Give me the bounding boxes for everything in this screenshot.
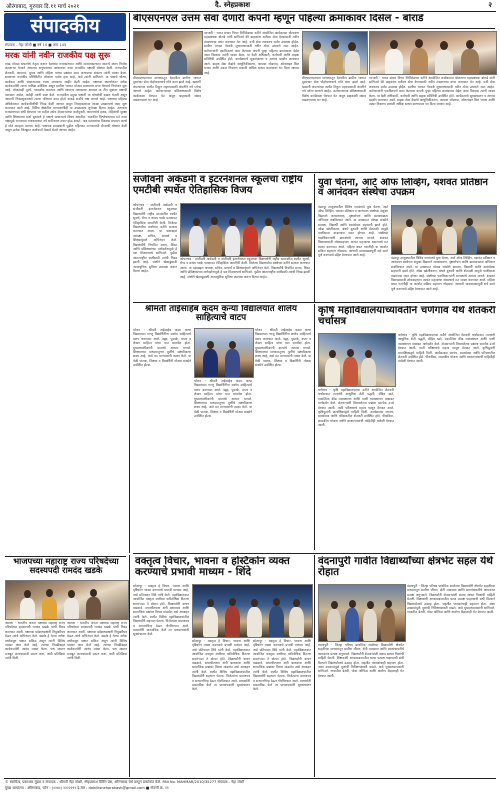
story6-headline: भाजपच्या महाराष्ट्र राज्य परिषदेच्या सदस्यपदी रामदंद खडके [13,557,119,575]
column-rule-left [129,13,130,553]
story2-body: कोपरगाव - संजीवनी अकॅडमी व संजीवनी इंटरनॅशनल स्कूलच्या विद्यार्थ्यांनी राष्ट्रीय स्तरावरील स्पर्धेत सुवर्ण, रौप्य व कांस्य पदके पटकावत ऐतिहासिक कामगिरी केली. विजेत्या विद्यार्थ्यांचा संस्थेच्या वतीने सत्कार करण्यात आला. या यशाबद्दल अध्यक्ष, सचिव, प्राचार्य व शिक्षकवृंदाने अभिनंदन केले. विद्यार्थ्यांनी नियमित सराव, शिस्त आणि प्रशिक्षकांच्या मार्गदर्शनामुळे हे यश मिळाल्याचे सांगितले. पुढील आंतरराष्ट्रीय स्पर्धेसाठी त्यांची निवड झाली आहे. संस्थेने खेळाडूंसाठी अत्याधुनिक सुविधा उपलब्ध करून दिल्या आहेत. [180,257,310,279]
story4-body-left: भोकर - श्रीमती ताईसाहेब कदम कन्या विद्यालयात गरजू विद्यार्थिनींना शालेय साहित्याचे वाटप करण्यात आले. वह्या, पुस्तके, दप्तर व लेखन साहित्य यांचा यात समावेश होता. मुख्याध्यापिकांनी दात्यांचे आभार मानले. शिक्षणाच्या माध्यमातूनच मुलींचे सक्षमीकरण शक्य आहे, असे मत मान्यवरांनी व्यक्त केले. या वेळी पालक, शिक्षक व विद्यार्थिनी मोठ्या संख्येने उपस्थित होत्या. [133,328,191,368]
story6-body-right: जालना - भारतीय जनता पक्षाच्या महाराष्ट्र राज्य परिषदेच्या सदस्यपदी रामदंद खडके यांची निवड करण्यात आली. पक्षाच्या प्रदेशाध्यक्षांनी नियुक्तीपत्र देऊन त्यांचे अभिनंदन केले. खडके हे गेल्या अनेक वर्षांपासून पक्षात सक्रिय असून त्यांनी विविध पदांवर काम केले आहे. त्यांच्या निवडीबद्दल कार्यकर्त्यांनी आनंद व्यक्त केला. पक्ष संघटन मजबूत करण्यासाठी प्रयत्न करू, अशी प्रतिक्रिया त्यांनी दिली. [67,621,127,661]
story4-body-mid: भोकर - श्रीमती ताईसाहेब कदम कन्या विद्यालयात गरजू विद्यार्थिनींना शालेय साहित्याचे वाटप करण्यात आले. वह्या, पुस्तके, दप्तर व लेखन साहित्य यांचा यात समावेश होता. मुख्याध्यापिकांनी दात्यांचे आभार मानले. शिक्षणाच्या माध्यमातूनच मुलींचे सक्षमीकरण शक्य आहे, असे मत मान्यवरांनी व्यक्त केले. या वेळी पालक, शिक्षक व विद्यार्थिनी मोठ्या संख्येने उपस्थित होत्या. [194,379,252,419]
story4-body-right: भोकर - श्रीमती ताईसाहेब कदम कन्या विद्यालयात गरजू विद्यार्थिनींना शालेय साहित्याचे वाटप करण्यात आले. वह्या, पुस्तके, दप्तर व लेखन साहित्य यांचा यात समावेश होता. मुख्याध्यापिकांनी दात्यांचे आभार मानले. शिक्षणाच्या माध्यमातूनच मुलींचे सक्षमीकरण शक्य आहे, असे मत मान्यवरांनी व्यक्त केले. या वेळी पालक, शिक्षक व विद्यार्थिनी मोठ्या संख्येने उपस्थित होत्या. [255,328,311,368]
column-rule-bottom [314,555,315,777]
masthead-page-number: २ [488,1,492,9]
story8-headline: वंदनापुरी गावीत विद्यार्थ्यांच्या क्षेत्रभेट सहल येथे रोहात [318,556,493,578]
column-rule-mid2 [314,304,315,550]
story5-body-left: चणेगांव - कृषि महाविद्यालयाच्या वतीने आयोजित शेतकरी चर्चासत्रात तज्ज्ञांनी आधुनिक शेती पद्धती, सेंद्रिय खते, एकात्मिक कीड व्यवस्थापन आणि पाणी व्यवस्थापन याबाबत मार्गदर्शन केले. शेतकऱ्यांनी विचारलेल्या प्रश्नांना समर्पक उत्तरे देण्यात आली. माती परीक्षणाचे महत्त्व पटवून देण्यात आले. कृषिदूतांनी प्रात्यक्षिकांद्वारे माहिती दिली. कार्यक्रमास सरपंच, ग्रामसेवक आणि परिसरातील शेतकरी उपस्थित होते. पीकविमा, शासकीय योजना आणि बाजारभावाची माहितीही यावेळी देण्यात आली. [318,388,394,428]
story5-photo [318,333,396,387]
lead-headline: बीएसएनएल उत्तम सेवा देणारी कंपनी म्हणून पहिल्या क्रमांकावर दिसेल - बोराडे [133,14,424,24]
editorial-body: एवढं मोठ्या संघटनेचे नेतृत्व करून देशाच्या राजकारणात आणि समाजकारणात स्वतःचे स्थान निर्माण करणाऱ्या नेत्याने आपल्या अनुभवाच्या आधारावर नव्या राजकीय पक्षाची घोषणा केली. राज्यातील शेतकरी, कामगार, युवक आणि महिला यांच्या प्रश्नांवर काम करण्याचा संकल्प त्यांनी व्यक्त केला. सध्याच्या राजकीय परिस्थितीत लोकांना पर्याय हवा आहे, असे त्यांनी सांगितले. या पक्षाचे धोरण, कार्यक्रम आणि संघटनात्मक रचना लवकरच जाहीर केली जाईल. पक्षाच्या स्थापनेनंतर अनेक कार्यकर्त्यांनी त्यांना पाठिंबा दर्शविला असून ग्रामीण भागात मोठ्या प्रमाणावर सभा घेण्याचे नियोजन सुरू आहे. लोकशाही मूल्ये, पारदर्शक कारभार आणि सामान्य माणसाचा आवाज या तीन सूत्रांवर पक्षाची वाटचाल असेल, असेही त्यांनी स्पष्ट केले. राज्यातील प्रमुख पक्षांनी या घोषणेची दखल घेतली असून आगामी निवडणुकांमध्ये त्याचा परिणाम काय होतो याकडे सर्वांचे लक्ष लागले आहे. पक्षाच्या पहिल्या अधिवेशनात कार्यकारिणीची निवड केली जाणार असून जिल्हास्तरावर शाखा उघडण्याचे काम सुरू करण्यात आले आहे. विविध क्षेत्रांतील मान्यवरांनीही या उपक्रमाला शुभेच्छा दिल्या आहेत. तरुणांना राजकारणात संधी देण्यावर भर राहील तसेच शेतकऱ्यांच्या कर्जमुक्ती, कामगारांचे हक्क, महिलांची सुरक्षा आणि शिक्षणाचा दर्जा सुधारणे हे पक्षाचे प्राधान्याचे विषय असतील. राजकीय विश्लेषकांच्या मते नव्या पक्षामुळे राज्याच्या राजकारणात नवे समीकरण तयार होऊ शकते. मात्र मतदारांचा विश्वास संपादन करणे हे मोठे आव्हान ठरणार आहे. पक्षाच्या प्रवक्त्यांनी पुढील महिन्यात राज्यव्यापी दौऱ्याची घोषणा केली असून प्रत्येक जिल्ह्यात कार्यकर्ता मेळावे घेतले जाणार आहेत. [5,62,127,133]
story3-headline: युवा चेतना, आर्ट ऑफ लिव्हिंग, यशवंत प्रतिष्ठान व आनंदवन संस्थेचा उपक्रम [318,178,488,199]
lead-photo-right [369,31,497,75]
lead-body: परभणी - भारत संचार निगम लिमिटेडच्या वतीने आयोजित कार्यक्रमात बोलताना महाप्रबंधक बोराडे यांनी सांगितले की ग्राहकांना दर्जेदार सेवा देण्यासाठी नवीन तंत्रज्ञानाचा वापर करण्यात येत आहे. ४जी सेवा लवकरच सर्वत्र उपलब्ध होईल. ग्रामीण भागात नेटवर्क सुधारण्यासाठी नवीन टॉवर उभारले जात आहेत. कर्मचाऱ्यांनी एकत्रितपणे काम केल्यास कंपनी पुन्हा पहिल्या क्रमांकावर येईल असा विश्वास त्यांनी व्यक्त केला. या वेळी अधिकारी, कर्मचारी आणि ग्राहक प्रतिनिधी उपस्थित होते. कार्यक्रमाचे सूत्रसंचालन व आभार प्रदर्शन करण्यात आले. ग्राहक सेवा केंद्रांचे आधुनिकीकरण, फायबर जोडण्या, ऑनलाइन बिल भरणा आणि तक्रार निवारण प्रणाली अधिक सक्षम करण्यावर भर दिला जाणार आहे. [204,31,299,75]
story6-photo [5,580,129,620]
mid-rule [133,302,495,303]
story4-photo [194,328,254,378]
footer-contact: मुख्य कार्यालय - औरंगाबाद, फोन : (०२४०) २२२२२२२ ई-मेल : dainiksnehprakash@gmail.com ■ नोंदणी क्र. ११ [5,786,169,790]
editorial-title: संपादकीय [30,15,100,37]
lead-photo-left [133,31,203,75]
editorial-headline: मरक यांनी नवीन राजकीय पक्ष सुरू [5,51,111,60]
lead-bottom-rule [133,172,495,173]
story4-headline: श्रीमती ताईसाहेब कदम कन्या विद्यालयात शालेय साहित्याचे वाटप [145,305,297,324]
lead-rule [133,28,495,29]
masthead-rule [4,11,496,12]
story2-photo [180,203,312,257]
masthead-date: औरंगाबाद, गुरुवार दि.११ मार्च २०२१ [6,4,80,10]
bottom-section-rule [133,553,495,554]
story8-body-right: वंदनापुरी - जिल्हा परिषद प्राथमिक शाळेच्या विद्यार्थ्यांनी क्षेत्रभेट सहलीच्या माध्यमातून ग्रामीण जीवन, शेती व्यवसाय आणि ग्रामपंचायतीचे कामकाज प्रत्यक्ष अनुभवले. विद्यार्थ्यांनी शेतकऱ्यांशी संवाद साधत पिकांची माहिती घेतली. शिक्षकांनी अभ्यासक्रमातील घटक प्रत्यक्ष पाहण्याची संधी दिल्याने विद्यार्थ्यांमध्ये उत्साह होता. सहलीत पालकांचाही सहभाग होता. अशा उपक्रमांमुळे मुलांची निरीक्षणशक्ती वाढते, असे मुख्याध्यापकांनी सांगितले. गावातील डेअरी, पोस्ट ऑफिस आणि आरोग्य केंद्रालाही भेट देण्यात आली. [407,584,495,615]
footer-rule [4,778,496,779]
masthead-paper-name: दै. स्नेहप्रकाश [215,1,251,9]
story7-body-left: सोलापूर - वक्तृत्व हे विचार, भावना आणि दृष्टिकोन व्यक्त करण्याचे प्रभावी माध्यम आहे, असे प्रतिपादन शिंदे यांनी केले. महाविद्यालयात आयोजित वक्तृत्व स्पर्धेच्या पारितोषिक वितरण समारंभात ते बोलत होते. विद्यार्थ्यांनी वाचन वाढवावे, सभाधीटपणा अंगी बाणवावा आणि सामाजिक प्रश्नांवर विचार मांडावेत असे आवाहन त्यांनी केले. स्पर्धेत विविध महाविद्यालयांतील विद्यार्थ्यांनी सहभाग घेतला. विजेत्यांना प्रमाणपत्र व सन्मानचिन्ह देऊन गौरविण्यात आले. प्राचार्यांनी प्रास्ताविक केले तर प्राध्यापकांनी सूत्रसंचालन केले. [133,584,189,637]
editorial-meta: संपादक - नेहा जोशी ■ वर्ष 14 ■ अंक 145 [5,43,67,47]
story6-body-left: जालना - भारतीय जनता पक्षाच्या महाराष्ट्र राज्य परिषदेच्या सदस्यपदी रामदंद खडके यांची निवड करण्यात आली. पक्षाच्या प्रदेशाध्यक्षांनी नियुक्तीपत्र देऊन त्यांचे अभिनंदन केले. खडके हे गेल्या अनेक वर्षांपासून पक्षात सक्रिय असून त्यांनी विविध पदांवर काम केले आहे. त्यांच्या निवडीबद्दल कार्यकर्त्यांनी आनंद व्यक्त केला. पक्ष संघटन मजबूत करण्यासाठी प्रयत्न करू, अशी प्रतिक्रिया त्यांनी दिली. [5,621,65,661]
story5-body-right: चणेगांव - कृषि महाविद्यालयाच्या वतीने आयोजित शेतकरी चर्चासत्रात तज्ज्ञांनी आधुनिक शेती पद्धती, सेंद्रिय खते, एकात्मिक कीड व्यवस्थापन आणि पाणी व्यवस्थापन याबाबत मार्गदर्शन केले. शेतकऱ्यांनी विचारलेल्या प्रश्नांना समर्पक उत्तरे देण्यात आली. माती परीक्षणाचे महत्त्व पटवून देण्यात आले. कृषिदूतांनी प्रात्यक्षिकांद्वारे माहिती दिली. कार्यक्रमास सरपंच, ग्रामसेवक आणि परिसरातील शेतकरी उपस्थित होते. पीकविमा, शासकीय योजना आणि बाजारभावाची माहितीही यावेळी देण्यात आली. [398,333,495,364]
story5-headline: कृषि महाविद्यालयाच्यावतीने चणेगांव येथे शेतकरी चर्चासत्र [318,306,496,327]
lead-body-mid: बीएसएनएलच्या माध्यमातून देशातील ग्रामीण भागात दूरसंचार सेवा पोहोचवण्याचे मोठे काम झाले आहे. खासगी कंपन्यांच्या स्पर्धेत टिकून राहण्यासाठी कंपनीने नवे प्लॅन्स आणले आहेत. कर्मचाऱ्यांच्या प्रशिक्षणासाठी विशेष कार्यशाळा घेण्यात येत असून ग्राहकांशी संवाद वाढवण्यावर भर आहे. [302,76,366,103]
story2-headline: संजीवनी अकॅडमी व इंटरनॅशनल स्कूलचा राष्ट्रीय एमटीबी स्पर्धेत ऐतिहासिक विजय [133,175,303,196]
column-rule-mid [314,174,315,302]
story8-photo [318,584,406,642]
lead-photo-mid [302,31,368,75]
editorial-divider [5,49,126,50]
story7-body-right: सोलापूर - वक्तृत्व हे विचार, भावना आणि दृष्टिकोन व्यक्त करण्याचे प्रभावी माध्यम आहे, असे प्रतिपादन शिंदे यांनी केले. महाविद्यालयात आयोजित वक्तृत्व स्पर्धेच्या पारितोषिक वितरण समारंभात ते बोलत होते. विद्यार्थ्यांनी वाचन वाढवावे, सभाधीटपणा अंगी बाणवावा आणि सामाजिक प्रश्नांवर विचार मांडावेत असे आवाहन त्यांनी केले. स्पर्धेत विविध महाविद्यालयांतील विद्यार्थ्यांनी सहभाग घेतला. विजेत्यांना प्रमाणपत्र व सन्मानचिन्ह देऊन गौरविण्यात आले. प्राचार्यांनी प्रास्ताविक केले तर प्राध्यापकांनी सूत्रसंचालन केले. [253,639,311,692]
story7-body-mid: सोलापूर - वक्तृत्व हे विचार, भावना आणि दृष्टिकोन व्यक्त करण्याचे प्रभावी माध्यम आहे, असे प्रतिपादन शिंदे यांनी केले. महाविद्यालयात आयोजित वक्तृत्व स्पर्धेच्या पारितोषिक वितरण समारंभात ते बोलत होते. विद्यार्थ्यांनी वाचन वाढवावे, सभाधीटपणा अंगी बाणवावा आणि सामाजिक प्रश्नांवर विचार मांडावेत असे आवाहन त्यांनी केले. स्पर्धेत विविध महाविद्यालयांतील विद्यार्थ्यांनी सहभाग घेतला. विजेत्यांना प्रमाणपत्र व सन्मानचिन्ह देऊन गौरविण्यात आले. प्राचार्यांनी प्रास्ताविक केले तर प्राध्यापकांनी सूत्रसंचालन केले. [192,639,250,692]
story8-body-left: वंदनापुरी - जिल्हा परिषद प्राथमिक शाळेच्या विद्यार्थ्यांनी क्षेत्रभेट सहलीच्या माध्यमातून ग्रामीण जीवन, शेती व्यवसाय आणि ग्रामपंचायतीचे कामकाज प्रत्यक्ष अनुभवले. विद्यार्थ्यांनी शेतकऱ्यांशी संवाद साधत पिकांची माहिती घेतली. शिक्षकांनी अभ्यासक्रमातील घटक प्रत्यक्ष पाहण्याची संधी दिल्याने विद्यार्थ्यांमध्ये उत्साह होता. सहलीत पालकांचाही सहभाग होता. अशा उपक्रमांमुळे मुलांची निरीक्षणशक्ती वाढते, असे मुख्याध्यापकांनी सांगितले. गावातील डेअरी, पोस्ट ऑफिस आणि आरोग्य केंद्रालाही भेट देण्यात आली. [318,643,404,678]
story3-body-right: पंढरपूर तालुक्यातील विविध गावांमध्ये युवा चेतना, आर्ट ऑफ लिव्हिंग, यशवंत प्रतिष्ठान व आनंदवन संस्थेच्या संयुक्त विद्यमाने जलसंधारण, वृक्षारोपण आणि ग्रामस्वच्छता अभियान राबविण्यात आले. या उपक्रमात मोठ्या संख्येने ग्रामस्थ, विद्यार्थी आणि स्वयंसेवक सहभागी झाले होते. ओढा खोलीकरण, बंधारे दुरुस्ती आणि शेततळी यामुळे पाणीसाठा वाढण्यास मदत होणार आहे. संस्थेच्या पदाधिकाऱ्यांनी ग्रामस्थांचे आभार मानले. शाश्वत विकासासाठी लोकसहभाग अत्यंत महत्त्वाचा असल्याचे मत व्यक्त करण्यात आले. महिला बचत गटांनीही या कार्यात सक्रिय सहभाग नोंदवला. आगामी पावसाळ्यापूर्वी सर्व कामे पूर्ण करण्याचे उद्दिष्ट ठेवण्यात आले आहे. [391,256,495,291]
story7-photo [192,584,313,638]
story7-headline: वक्तृत्व विचार, भावना व हस्टिकोन व्यक्त करण्याचे प्रभावी माध्यम - शिंदे [135,556,290,578]
footer-imprint: © स्वामित्व, प्रकाशक मुद्रक व संपादक - श्रीमती नेहा जोशी, स्नेहप्रकाश प्रिंटिंग प्रेस, औरंगाबाद येथे छापून प्रकाशित केले. RNI No. MAHMAR/2010/35277 संपादक - नेहा जोशी [5,780,245,784]
lead-body-left: बीएसएनएलच्या माध्यमातून देशातील ग्रामीण भागात दूरसंचार सेवा पोहोचवण्याचे मोठे काम झाले आहे. खासगी कंपन्यांच्या स्पर्धेत टिकून राहण्यासाठी कंपनीने नवे प्लॅन्स आणले आहेत. कर्मचाऱ्यांच्या प्रशिक्षणासाठी विशेष कार्यशाळा घेण्यात येत असून ग्राहकांशी संवाद वाढवण्यावर भर आहे. [133,76,201,103]
column-rule-left-bottom [129,555,130,777]
story3-body-left: पंढरपूर तालुक्यातील विविध गावांमध्ये युवा चेतना, आर्ट ऑफ लिव्हिंग, यशवंत प्रतिष्ठान व आनंदवन संस्थेच्या संयुक्त विद्यमाने जलसंधारण, वृक्षारोपण आणि ग्रामस्वच्छता अभियान राबविण्यात आले. या उपक्रमात मोठ्या संख्येने ग्रामस्थ, विद्यार्थी आणि स्वयंसेवक सहभागी झाले होते. ओढा खोलीकरण, बंधारे दुरुस्ती आणि शेततळी यामुळे पाणीसाठा वाढण्यास मदत होणार आहे. संस्थेच्या पदाधिकाऱ्यांनी ग्रामस्थांचे आभार मानले. शाश्वत विकासासाठी लोकसहभाग अत्यंत महत्त्वाचा असल्याचे मत व्यक्त करण्यात आले. महिला बचत गटांनीही या कार्यात सक्रिय सहभाग नोंदवला. आगामी पावसाळ्यापूर्वी सर्व कामे पूर्ण करण्याचे उद्दिष्ट ठेवण्यात आले आहे. [318,205,388,258]
story3-photo [391,205,497,255]
story2-body-left: कोपरगाव - संजीवनी अकॅडमी व संजीवनी इंटरनॅशनल स्कूलच्या विद्यार्थ्यांनी राष्ट्रीय स्तरावरील स्पर्धेत सुवर्ण, रौप्य व कांस्य पदके पटकावत ऐतिहासिक कामगिरी केली. विजेत्या विद्यार्थ्यांचा संस्थेच्या वतीने सत्कार करण्यात आला. या यशाबद्दल अध्यक्ष, सचिव, प्राचार्य व शिक्षकवृंदाने अभिनंदन केले. विद्यार्थ्यांनी नियमित सराव, शिस्त आणि प्रशिक्षकांच्या मार्गदर्शनामुळे हे यश मिळाल्याचे सांगितले. पुढील आंतरराष्ट्रीय स्पर्धेसाठी त्यांची निवड झाली आहे. संस्थेने खेळाडूंसाठी अत्याधुनिक सुविधा उपलब्ध करून दिल्या आहेत. [133,203,177,274]
editorial-banner [4,13,126,41]
lead-body-right: परभणी - भारत संचार निगम लिमिटेडच्या वतीने आयोजित कार्यक्रमात बोलताना महाप्रबंधक बोराडे यांनी सांगितले की ग्राहकांना दर्जेदार सेवा देण्यासाठी नवीन तंत्रज्ञानाचा वापर करण्यात येत आहे. ४जी सेवा लवकरच सर्वत्र उपलब्ध होईल. ग्रामीण भागात नेटवर्क सुधारण्यासाठी नवीन टॉवर उभारले जात आहेत. कर्मचाऱ्यांनी एकत्रितपणे काम केल्यास कंपनी पुन्हा पहिल्या क्रमांकावर येईल असा विश्वास त्यांनी व्यक्त केला. या वेळी अधिकारी, कर्मचारी आणि ग्राहक प्रतिनिधी उपस्थित होते. कार्यक्रमाचे सूत्रसंचालन व आभार प्रदर्शन करण्यात आले. ग्राहक सेवा केंद्रांचे आधुनिकीकरण, फायबर जोडण्या, ऑनलाइन बिल भरणा आणि तक्रार निवारण प्रणाली अधिक सक्षम करण्यावर भर दिला जाणार आहे. [369,76,495,107]
